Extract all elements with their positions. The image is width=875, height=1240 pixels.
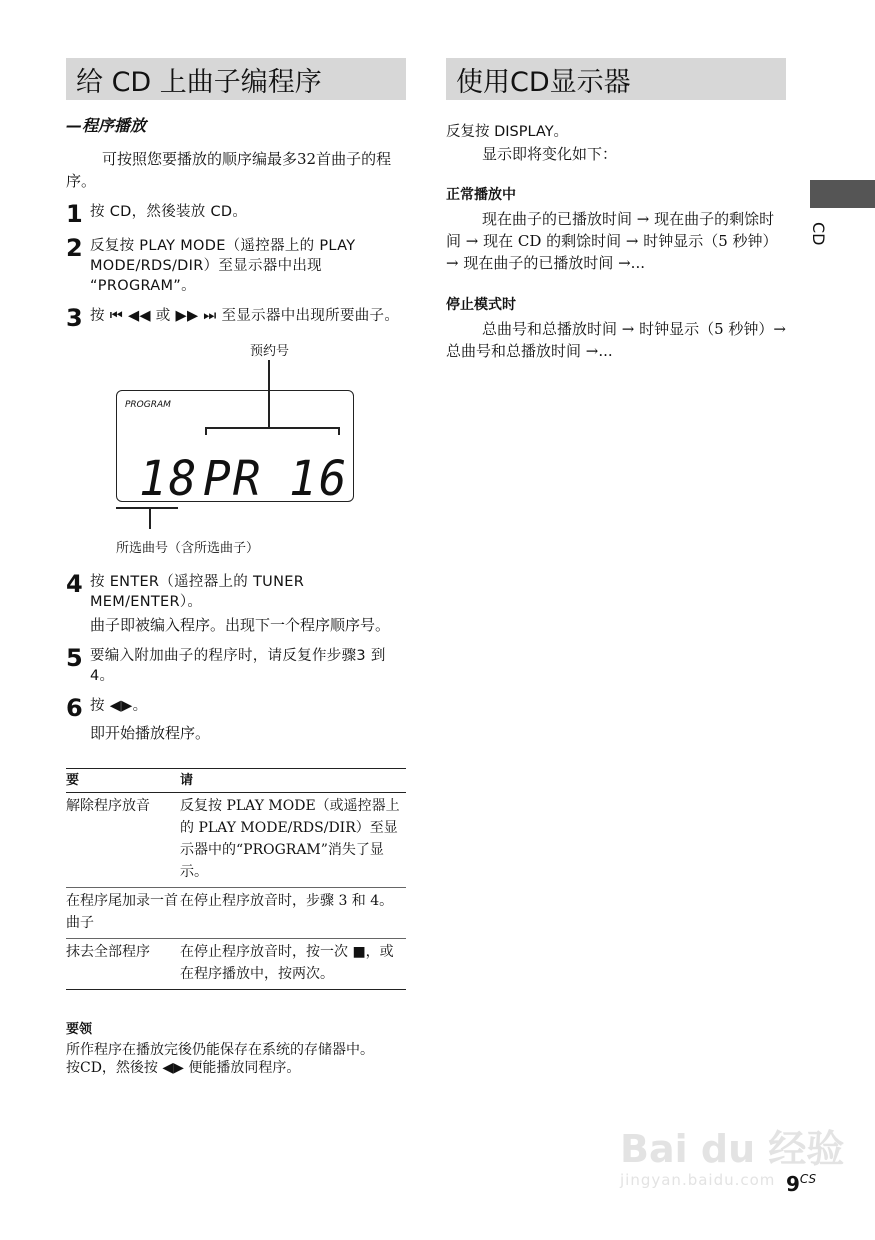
- bracket-bottom: [116, 507, 178, 509]
- step-number: 5: [66, 644, 83, 672]
- step-1: [66, 202, 406, 226]
- section-title-bar: [66, 58, 406, 100]
- table-cell: 抹去全部程序: [66, 944, 150, 960]
- side-section-label: CD: [809, 222, 828, 246]
- section-subtitle: —程序播放: [66, 116, 147, 135]
- bracket-left: [205, 427, 207, 435]
- step-text: 按 ENTER（遥控器上的 TUNER MEM/ENTER）。: [90, 574, 305, 610]
- right-column: [446, 58, 786, 362]
- step-text: 按 CD，然後装放 CD。: [90, 204, 248, 220]
- normal-play-heading: 正常播放中: [446, 187, 516, 203]
- figure-label-selected-track: 所选曲号（含所选曲子）: [116, 541, 260, 556]
- table-cell: 解除程序放音: [66, 798, 150, 814]
- section-title: 使用CD显示器: [456, 66, 631, 98]
- callout-line-bottom: [149, 507, 151, 529]
- tips-body: [66, 1041, 406, 1077]
- step-3: [66, 306, 406, 330]
- step-text: 按 ◀▶。: [90, 698, 148, 714]
- page-number-suffix: CS: [799, 1172, 817, 1186]
- intro-paragraph: 可按照您要播放的顺序编最多32首曲子的程序。: [66, 150, 392, 190]
- table-header-cell: 要: [66, 772, 80, 788]
- step-4: [66, 572, 406, 612]
- bracket-right: [338, 427, 340, 435]
- table-cell: 在停止程序放音时，按一次 ■，或在程序播放中，按两次。: [180, 944, 394, 982]
- step-4-note: 曲子即被编入程序。出现下一个程序顺序号。: [90, 616, 391, 634]
- normal-play-text: 现在曲子的已播放时间 → 现在曲子的剩馀时间 → 现在 CD 的剩馀时间 → 时钟显示（5 秒钟）→ 现在曲子的已播放时间 →...: [446, 210, 778, 272]
- step-number: 4: [66, 570, 83, 598]
- table-header-cell: 请: [180, 772, 194, 788]
- tips-title: 要领: [66, 1022, 93, 1037]
- watermark-url: jingyan.baidu.com: [620, 1171, 776, 1189]
- page-number-value: 9: [786, 1172, 800, 1196]
- lcd-figure: [66, 332, 406, 562]
- step-5: [66, 646, 406, 686]
- table-row: [66, 939, 406, 989]
- table-cell: 反复按 PLAY MODE（或遥控器上的 PLAY MODE/RDS/DIR）至显示器中的“PROGRAM”消失了显示。: [180, 798, 400, 880]
- tips-line: 所作程序在播放完後仍能保存在系统的存储器中。: [66, 1042, 374, 1058]
- table-header: [66, 769, 406, 793]
- lcd-display: [116, 390, 354, 507]
- watermark-logo: Bai du 经验: [620, 1127, 845, 1171]
- step-text: 要编入附加曲子的程序时，请反复作步骤3 到 4。: [90, 648, 386, 684]
- step-text: 反复按 PLAY MODE（遥控器上的 PLAY MODE/RDS/DIR）至显示器中出现 “PROGRAM”。: [90, 238, 356, 294]
- section-title: 给 CD 上曲子编程序: [76, 66, 322, 98]
- step-number: 2: [66, 234, 83, 262]
- left-column: [66, 58, 406, 1077]
- table-cell: 在停止程序放音时，步骤 3 和 4。: [180, 893, 394, 909]
- step-2: [66, 236, 406, 296]
- step-number: 1: [66, 200, 83, 228]
- side-tab: [810, 180, 875, 208]
- table-row: [66, 793, 406, 888]
- lcd-step-number: 16: [289, 449, 349, 507]
- step-number: 6: [66, 694, 83, 722]
- stop-mode-heading: 停止模式时: [446, 297, 516, 313]
- display-instruction-note: 显示即将变化如下：: [482, 145, 618, 163]
- display-instruction: 反复按 DISPLAY。: [446, 124, 569, 140]
- lcd-track-number: 18: [139, 449, 199, 507]
- step-6-note: 即开始播放程序。: [90, 724, 211, 742]
- table-row: [66, 888, 406, 939]
- section-title-bar: [446, 58, 786, 100]
- step-6: [66, 696, 406, 720]
- page-number: [786, 1172, 816, 1196]
- step-text: 按 ⏮ ◀◀ 或 ▶▶ ⏭ 至显示器中出现所要曲子。: [90, 308, 400, 324]
- figure-label-program-number: 预约号: [250, 344, 290, 359]
- lcd-program-indicator: PROGRAM: [125, 400, 171, 410]
- table-cell: 在程序尾加录一首曲子: [66, 893, 178, 931]
- step-number: 3: [66, 304, 83, 332]
- stop-mode-text: 总曲号和总播放时间 → 时钟显示（5 秒钟）→ 总曲号和总播放时间 →...: [446, 320, 786, 360]
- bracket-top: [205, 427, 339, 429]
- lcd-pr: PR: [203, 449, 263, 507]
- operation-table: [66, 768, 406, 990]
- tips-line: 按CD，然後按 ◀▶ 便能播放同程序。: [66, 1060, 301, 1076]
